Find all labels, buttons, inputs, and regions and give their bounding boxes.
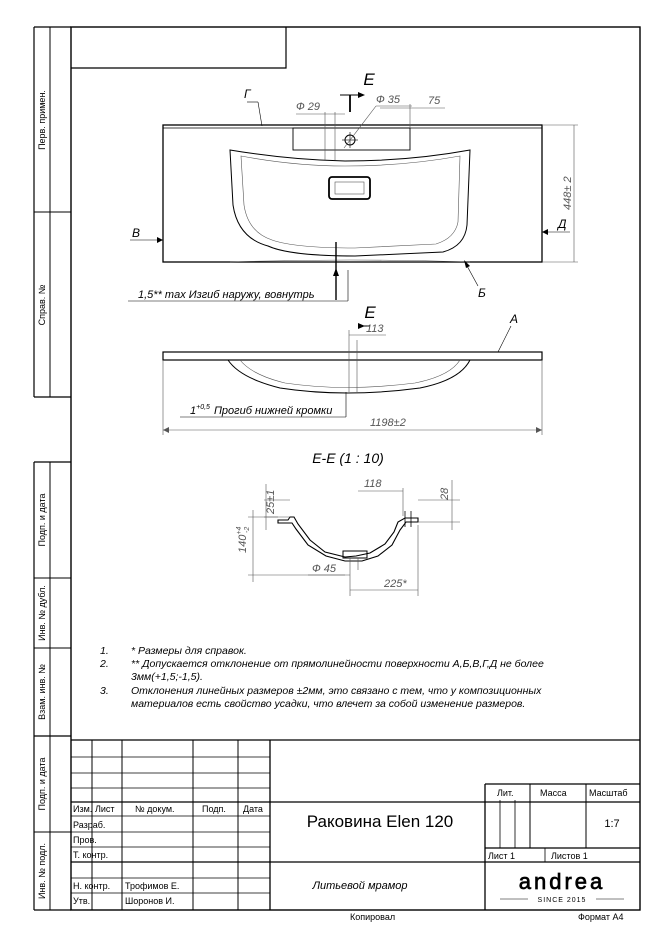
notes (99, 645, 544, 710)
dim-75: 75 (428, 95, 441, 107)
front-section-mark: Е (364, 303, 376, 322)
col-list: Лист (95, 804, 115, 814)
label-d: Д (558, 217, 567, 231)
title-block (71, 740, 640, 910)
name-nkontr: Трофимов Е. (125, 881, 180, 891)
section-title: Е-Е (1 : 10) (312, 450, 384, 466)
note-2-cont: 3мм(+1,5;-1,5). (131, 671, 203, 683)
side-podp-data-1: Подп. и дата (37, 493, 47, 547)
side-vzam-inv: Взам. инв. № (37, 664, 47, 720)
col-izm: Изм. (73, 804, 93, 814)
section-view (236, 450, 460, 596)
row-tkontr: Т. контр. (73, 850, 109, 860)
note-3-cont: материалов есть свойство усадки, что влечет за собой изменение размеров. (131, 698, 526, 710)
dim-1198: 1198±2 (370, 417, 406, 429)
material: Литьевой мрамор (312, 880, 408, 892)
name-utv: Шоронов И. (125, 896, 175, 906)
brand-logo: andrea (518, 869, 606, 894)
row-razrab: Разраб. (73, 820, 106, 830)
listov-label: Листов 1 (551, 851, 588, 861)
label-v: В (132, 226, 141, 240)
col-doc: № докум. (135, 804, 175, 814)
note-1-text: * Размеры для справок. (131, 645, 247, 657)
top-view (128, 70, 578, 301)
dim-25: 25±1 (265, 489, 277, 514)
bend-note: 1,5** max Изгиб наружу, вовнутрь (138, 289, 315, 301)
dim-113: 113 (366, 323, 384, 335)
dim-140-tol-dn: -2 (244, 526, 251, 533)
col-data: Дата (243, 804, 263, 814)
side-inv-dubl: Инв. № дубл. (37, 585, 47, 641)
row-nkontr: Н. контр. (73, 881, 111, 891)
label-g: Г (244, 87, 251, 101)
front-view (163, 303, 542, 435)
edge-note-base: 1 (190, 405, 197, 417)
label-b: Б (478, 286, 486, 300)
dim-d29: Ф 29 (296, 101, 321, 113)
massa-label: Масса (540, 788, 567, 798)
side-sprav-no: Справ. № (37, 284, 47, 326)
side-perv-primen: Перв. примен. (37, 90, 47, 150)
dim-118: 118 (364, 478, 382, 490)
side-podp-data-2: Подп. и дата (37, 757, 47, 811)
note-3-text: Отклонения линейных размеров ±2мм, это связано с тем, что у композиционных (131, 685, 542, 697)
label-a: А (510, 312, 519, 326)
footer-copied: Копировал (350, 912, 396, 922)
list-label: Лист 1 (488, 851, 516, 861)
top-section-mark: Е (363, 70, 375, 89)
note-2-text: ** Допускается отклонение от прямолинейности поверхности А,Б,В,Г,Д не более (131, 658, 544, 670)
dim-225: 225* (384, 578, 407, 590)
note-2-num: 2. (100, 658, 109, 670)
dim-140: 140 (237, 534, 249, 553)
sheet-frame (34, 27, 640, 910)
masshtab-label: Масштаб (589, 788, 628, 798)
brand-sub: SINCE 2015 (537, 897, 587, 904)
row-prov: Пров. (73, 835, 97, 845)
footer-format: Формат А4 (578, 912, 624, 922)
side-stamps (37, 90, 47, 899)
row-utv: Утв. (73, 896, 91, 906)
dim-448: 448± 2 (562, 176, 574, 210)
note-3-num: 3. (100, 685, 109, 697)
edge-note-text: Прогиб нижней кромки (213, 405, 333, 417)
dim-140-tol-up: +4 (236, 526, 243, 535)
edge-note-sup: +0,5 (196, 404, 210, 411)
col-podp: Подп. (202, 804, 226, 814)
side-inv-podl: Инв. № подл. (37, 842, 47, 900)
svg-text:1+0,5Прогиб нижней кромки (190, 404, 332, 417)
note-1-num: 1. (100, 645, 109, 657)
product-name: Раковина Elen 120 (306, 812, 454, 831)
dim-28: 28 (439, 487, 451, 500)
dim-d45: Ф 45 (312, 563, 337, 575)
scale-value: 1:7 (604, 818, 620, 830)
lit-label: Лит. (497, 788, 514, 798)
dim-d35: Ф 35 (376, 94, 401, 106)
